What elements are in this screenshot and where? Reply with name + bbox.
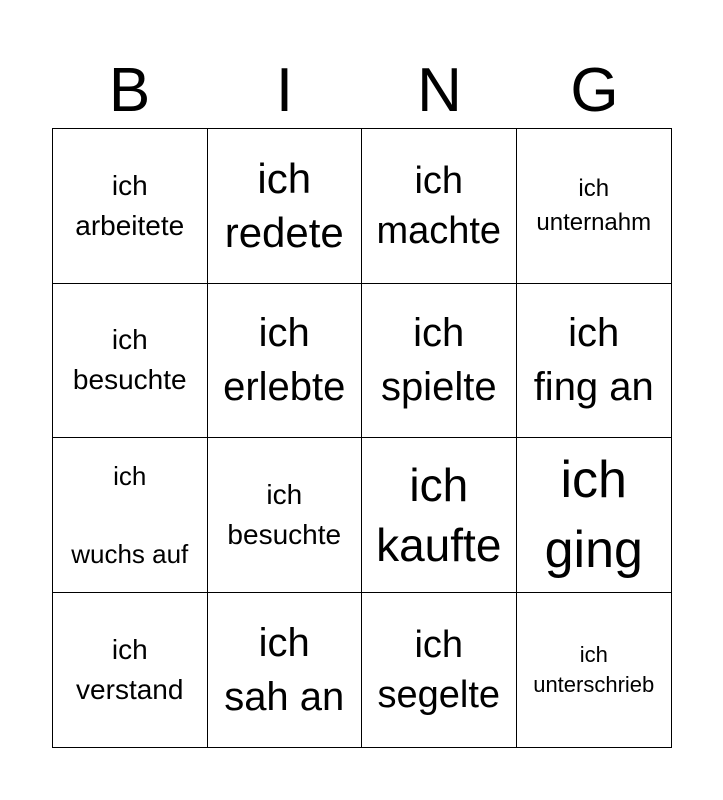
bingo-cell-r1c1[interactable] bbox=[53, 129, 208, 284]
cell-line: ich bbox=[257, 154, 312, 202]
header-letter-b: B bbox=[108, 56, 151, 125]
cell-line: ich bbox=[266, 478, 303, 510]
cell-line: unternahm bbox=[536, 208, 652, 236]
bingo-cell-r4c2[interactable] bbox=[208, 593, 363, 748]
cell-line: besuchte bbox=[227, 518, 342, 550]
bingo-cell-r4c4[interactable] bbox=[517, 593, 672, 748]
bingo-cell-r3c4[interactable] bbox=[517, 438, 672, 593]
bingo-header bbox=[52, 55, 672, 127]
bingo-cell-r3c2[interactable] bbox=[208, 438, 363, 593]
header-letter-n: N bbox=[417, 56, 462, 125]
bingo-cell-r2c4[interactable] bbox=[517, 284, 672, 439]
cell-line: ich bbox=[111, 633, 148, 665]
bingo-cell-r2c3[interactable] bbox=[362, 284, 517, 439]
cell-line: machte bbox=[376, 209, 502, 252]
bingo-cell-r4c3[interactable] bbox=[362, 593, 517, 748]
cell-line: sah an bbox=[224, 674, 345, 719]
cell-line: ich bbox=[113, 460, 147, 491]
bingo-cell-r1c3[interactable] bbox=[362, 129, 517, 284]
cell-line: ich bbox=[414, 623, 464, 666]
cell-line: ich bbox=[568, 311, 620, 356]
cell-line: segelte bbox=[377, 673, 501, 716]
cell-line: verstand bbox=[76, 673, 184, 705]
cell-line: spielte bbox=[380, 365, 497, 410]
cell-line: redete bbox=[224, 208, 344, 256]
cell-line: fing an bbox=[533, 365, 654, 410]
cell-line: ich bbox=[111, 324, 148, 356]
cell-line: ich bbox=[413, 311, 465, 356]
bingo-cell-r1c2[interactable] bbox=[208, 129, 363, 284]
cell-line: ich bbox=[578, 174, 610, 202]
cell-line: erlebte bbox=[223, 365, 346, 410]
header-letter-g: G bbox=[570, 56, 619, 125]
cell-line: ich bbox=[579, 641, 608, 667]
cell-line: ich bbox=[258, 620, 310, 665]
cell-line: ich bbox=[258, 311, 310, 356]
bingo-cell-r2c1[interactable] bbox=[53, 284, 208, 439]
cell-line: arbeitete bbox=[75, 209, 185, 241]
bingo-cell-r1c4[interactable] bbox=[517, 129, 672, 284]
cell-line: unterschrieb bbox=[533, 671, 655, 697]
bingo-cell-r4c1[interactable] bbox=[53, 593, 208, 748]
cell-line: ging bbox=[544, 520, 643, 579]
bingo-cell-r3c1[interactable] bbox=[53, 438, 208, 593]
header-letter-i: I bbox=[275, 56, 294, 125]
cell-line: besuchte bbox=[72, 364, 187, 396]
cell-line: ich bbox=[409, 458, 469, 511]
bingo-board bbox=[52, 128, 672, 748]
cell-line: ich bbox=[111, 169, 148, 201]
cell-line: kaufte bbox=[376, 518, 502, 571]
bingo-cell-r3c3[interactable] bbox=[362, 438, 517, 593]
bingo-cell-r2c2[interactable] bbox=[208, 284, 363, 439]
cell-line: wuchs auf bbox=[71, 538, 189, 569]
cell-line: ich bbox=[414, 159, 464, 202]
cell-line: ich bbox=[560, 450, 627, 509]
